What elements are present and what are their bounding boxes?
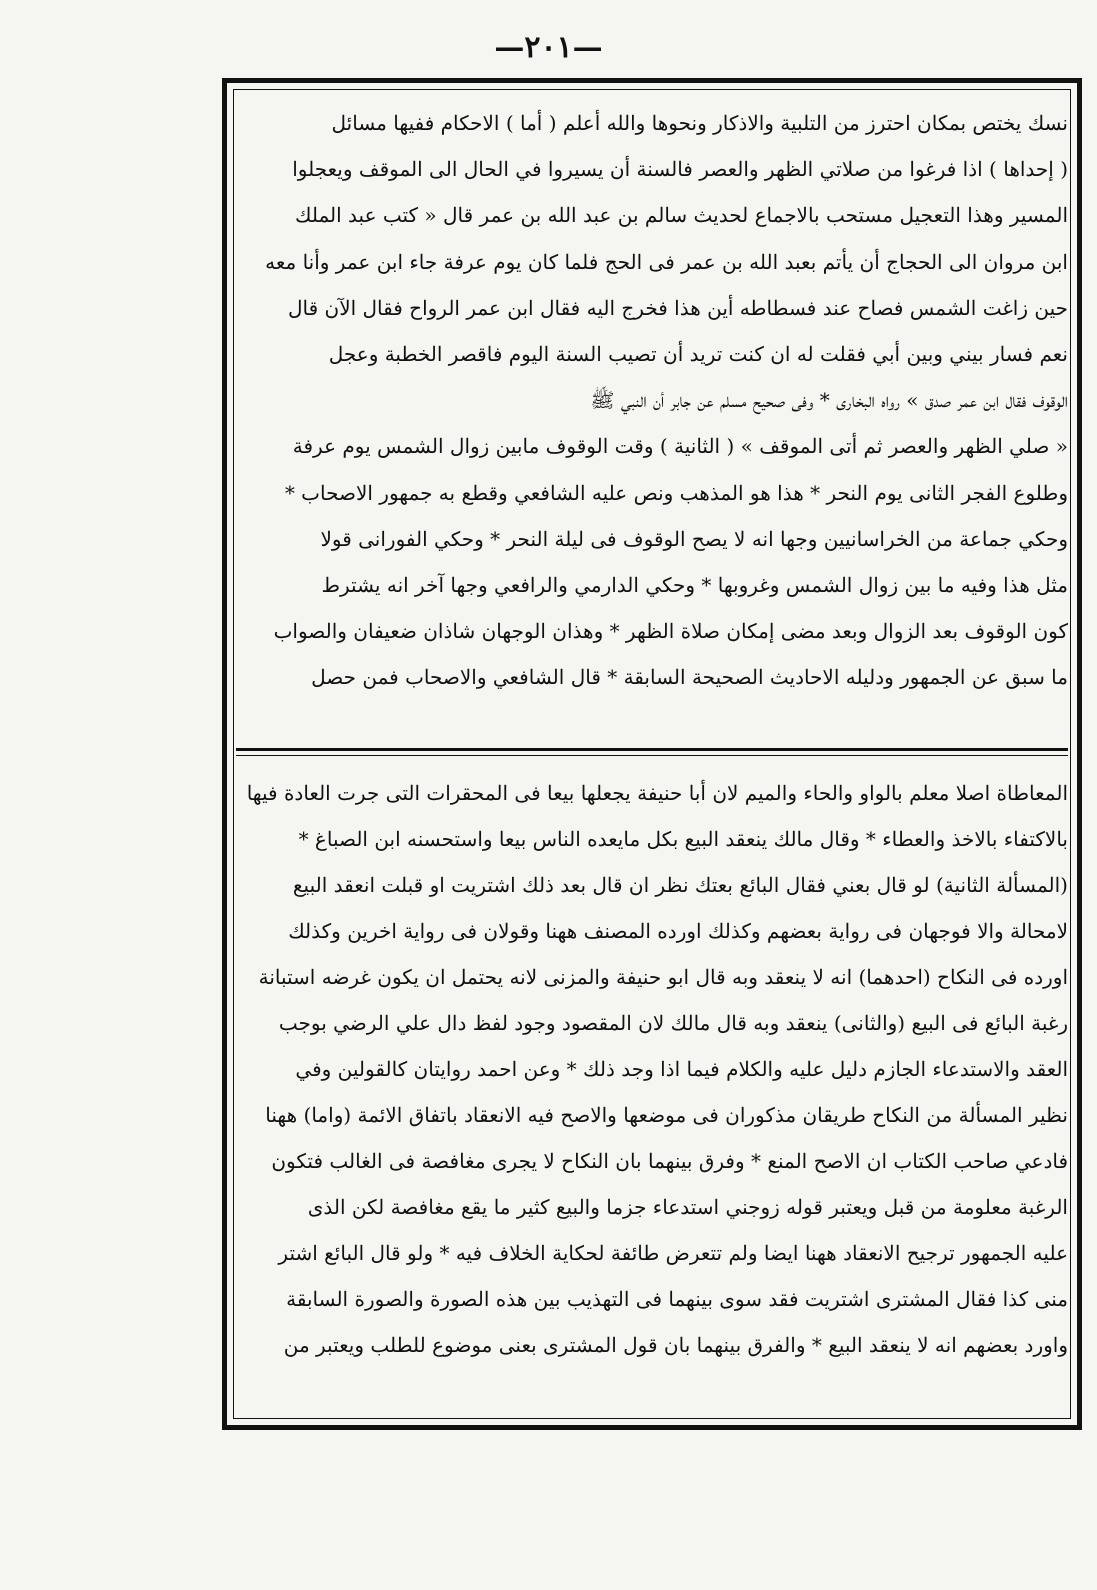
section-divider-thin <box>236 755 1068 756</box>
main-text-line: ( إحداها ) اذا فرغوا من صلاتي الظهر والعصر فالسنة أن يسيروا في الحال الى الموقف ويعجلوا <box>292 157 1068 182</box>
section-divider <box>236 748 1068 751</box>
commentary-line: منى كذا فقال المشترى اشتريت فقد سوى بينهما فى التهذيب بين هذه الصورة والصورة السابقة <box>286 1287 1068 1311</box>
commentary-line: عليه الجمهور ترجيح الانعقاد ههنا ايضا ولم تتعرض طائفة لحكاية الخلاف فيه * ولو قال البائع اشتر <box>278 1241 1068 1265</box>
commentary-line: (المسألة الثانية) لو قال بعني فقال البائع بعتك نظر ان قال بعد ذلك اشتريت او قبلت انعقد البيع <box>292 873 1068 897</box>
main-text-line: ما سبق عن الجمهور ودليله الاحاديث الصحيحة السابقة * قال الشافعي والاصحاب فمن حصل <box>311 665 1068 690</box>
main-text-line: مثل هذا وفيه ما بين زوال الشمس وغروبها * وحكي الدارمي والرافعي وجها آخر انه يشترط <box>321 572 1068 597</box>
commentary-text-block <box>238 770 1068 1415</box>
main-text-line: حين زاغت الشمس فصاح عند فسطاطه أين هذا فخرج اليه فقال ابن عمر الرواح فقال الآن قال <box>287 295 1068 320</box>
main-text-line: ابن مروان الى الحجاج أن يأتم بعبد الله بن عمر فى الحج فلما كان يوم عرفة جاء ابن عمر وأنا معه <box>265 249 1068 274</box>
main-text-line: المسير وهذا التعجيل مستحب بالاجماع لحديث سالم بن عبد الله بن عمر قال « كتب عبد الملك <box>295 203 1068 228</box>
commentary-line: اورده فى النكاح (احدهما) انه لا ينعقد وبه قال ابو حنيفة والمزنى لانه يحتمل ان يكون غرضه استبانة <box>258 965 1068 989</box>
main-text-line: وحكي جماعة من الخراسانيين وجها انه لا يصح الوقوف فى ليلة النحر * وحكي الفورانى قولا <box>320 526 1068 551</box>
page-number: —٢٠١— <box>494 30 603 65</box>
main-text-line: كون الوقوف بعد الزوال وبعد مضى إمكان صلاة الظهر * وهذان الوجهان شاذان ضعيفان والصواب <box>273 619 1068 644</box>
main-text-line: نعم فسار بيني وبين أبي فقلت له ان كنت تريد أن تصيب السنة اليوم فاقصر الخطبة وعجل <box>328 341 1068 366</box>
commentary-line: لامحالة والا فوجهان فى رواية بعضهم وكذلك اورده المصنف ههنا وقولان فى رواية اخرين وكذلك <box>288 919 1068 943</box>
main-text-block <box>238 100 1068 750</box>
commentary-line: فادعي صاحب الكتاب ان الاصح المنع * وفرق بينهما بان النكاح لا يجرى مغافصة فى الغالب فتكون <box>271 1149 1068 1173</box>
commentary-line: واورد بعضهم انه لا ينعقد البيع * والفرق بينهما بان قول المشترى بعنى موضوع للطلب ويعتبر من <box>283 1333 1068 1357</box>
commentary-line: رغبة البائع فى البيع (والثانى) ينعقد وبه قال مالك لان المقصود وجود لفظ دال علي الرضي بوجب <box>278 1011 1068 1035</box>
commentary-line: نظير المسألة من النكاح طريقان مذكوران فى موضعها والاصح فيه الانعقاد باتفاق الائمة (واما) ههنا <box>265 1103 1068 1127</box>
main-text-line: « صلي الظهر والعصر ثم أتى الموقف » ( الثانية ) وقت الوقوف مابين زوال الشمس يوم عرفة <box>292 434 1068 459</box>
commentary-line: الرغبة معلومة من قبل ويعتبر قوله زوجني استدعاء جزما والبيع كثير ما يقع مغافصة لكن الذى <box>307 1195 1068 1219</box>
main-text-line: الوقوف فقال ابن عمر صدق » رواه البخارى * وفى صحيح مسلم عن جابر أن النبي ﷺ <box>590 388 1068 413</box>
commentary-line: العقد والاستدعاء الجازم دليل عليه والكلام فيما اذا وجد ذلك * وعن احمد روايتان كالقولين وفي <box>295 1057 1068 1081</box>
commentary-line: بالاكتفاء بالاخذ والعطاء * وقال مالك ينعقد البيع بكل مايعده الناس بيعا واستحسنه ابن الصباغ * <box>298 827 1068 851</box>
main-text-line: وطلوع الفجر الثانى يوم النحر * هذا هو المذهب ونص عليه الشافعي وقطع به جمهور الاصحاب * <box>284 480 1068 505</box>
commentary-line: المعاطاة اصلا معلم بالواو والحاء والميم لان أبا حنيفة يجعلها بيعا فى المحقرات التى جرت العادة فيها <box>246 781 1068 805</box>
main-text-line: نسك يختص بمكان احترز من التلبية والاذكار ونحوها والله أعلم ( أما ) الاحكام ففيها مسائل <box>331 111 1068 135</box>
